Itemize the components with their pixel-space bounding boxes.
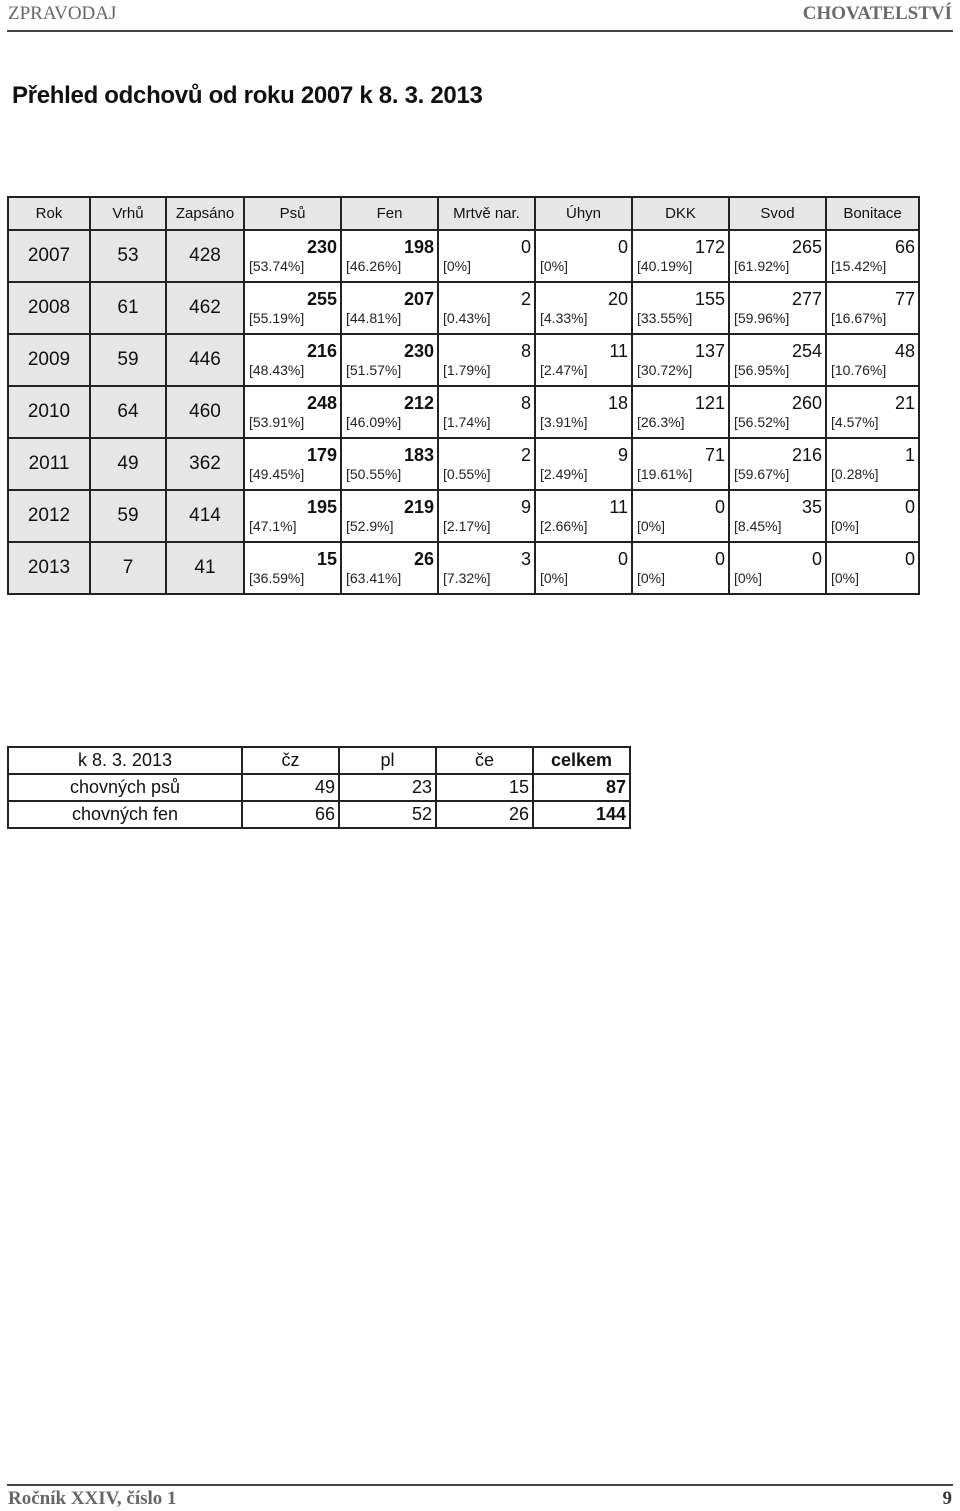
percent-cell: [0%] bbox=[826, 570, 919, 594]
value-cell: 207 bbox=[341, 282, 438, 310]
value-cell: 8 bbox=[438, 386, 535, 414]
value-cell: 254 bbox=[729, 334, 826, 362]
percent-cell: [0%] bbox=[826, 518, 919, 542]
value-cell: 66 bbox=[826, 230, 919, 258]
percent-cell: [56.52%] bbox=[729, 414, 826, 438]
value-cell: 172 bbox=[632, 230, 729, 258]
value-cell: 216 bbox=[244, 334, 341, 362]
summary-header-ce: če bbox=[436, 747, 533, 774]
value-cell: 137 bbox=[632, 334, 729, 362]
percent-cell: [10.76%] bbox=[826, 362, 919, 386]
percent-cell: [46.09%] bbox=[341, 414, 438, 438]
value-cell: 77 bbox=[826, 282, 919, 310]
value-cell: 230 bbox=[244, 230, 341, 258]
percent-cell: [33.55%] bbox=[632, 310, 729, 334]
col-header-uhyn: Úhyn bbox=[535, 197, 632, 230]
value-cell: 15 bbox=[244, 542, 341, 570]
percent-cell: [19.61%] bbox=[632, 466, 729, 490]
percent-cell: [55.19%] bbox=[244, 310, 341, 334]
percent-cell: [2.49%] bbox=[535, 466, 632, 490]
value-cell: 48 bbox=[826, 334, 919, 362]
percent-cell: [0%] bbox=[729, 570, 826, 594]
percent-cell: [0%] bbox=[632, 570, 729, 594]
table-row bbox=[8, 490, 919, 518]
summary-header-pl: pl bbox=[339, 747, 436, 774]
percent-cell: [59.96%] bbox=[729, 310, 826, 334]
value-cell: 0 bbox=[535, 542, 632, 570]
percent-cell: [0%] bbox=[535, 570, 632, 594]
value-cell: 3 bbox=[438, 542, 535, 570]
percent-cell: [16.67%] bbox=[826, 310, 919, 334]
value-cell: 0 bbox=[826, 542, 919, 570]
registered-cell: 41 bbox=[166, 542, 244, 594]
litters-cell: 61 bbox=[90, 282, 166, 334]
percent-cell: [0.43%] bbox=[438, 310, 535, 334]
summary-cell-ce: 26 bbox=[436, 801, 533, 828]
value-cell: 1 bbox=[826, 438, 919, 466]
percent-cell: [44.81%] bbox=[341, 310, 438, 334]
header-divider bbox=[7, 30, 953, 32]
year-cell: 2008 bbox=[8, 282, 90, 334]
percent-cell: [53.91%] bbox=[244, 414, 341, 438]
percent-cell: [53.74%] bbox=[244, 258, 341, 282]
header-left: ZPRAVODAJ bbox=[8, 3, 117, 24]
percent-cell: [56.95%] bbox=[729, 362, 826, 386]
breeding-overview-table bbox=[7, 196, 920, 595]
litters-cell: 59 bbox=[90, 334, 166, 386]
col-header-mrtve-nar: Mrtvě nar. bbox=[438, 197, 535, 230]
summary-header-date: k 8. 3. 2013 bbox=[8, 747, 242, 774]
summary-cell-celkem: 87 bbox=[533, 774, 630, 801]
percent-cell: [61.92%] bbox=[729, 258, 826, 282]
percent-cell: [8.45%] bbox=[729, 518, 826, 542]
value-cell: 11 bbox=[535, 490, 632, 518]
col-header-zapsano: Zapsáno bbox=[166, 197, 244, 230]
percent-cell: [1.79%] bbox=[438, 362, 535, 386]
value-cell: 2 bbox=[438, 438, 535, 466]
year-cell: 2009 bbox=[8, 334, 90, 386]
value-cell: 0 bbox=[438, 230, 535, 258]
summary-row bbox=[8, 774, 630, 801]
percent-cell: [48.43%] bbox=[244, 362, 341, 386]
header-right: CHOVATELSTVÍ bbox=[802, 3, 952, 24]
percent-cell: [0.55%] bbox=[438, 466, 535, 490]
registered-cell: 362 bbox=[166, 438, 244, 490]
value-cell: 230 bbox=[341, 334, 438, 362]
value-cell: 11 bbox=[535, 334, 632, 362]
value-cell: 71 bbox=[632, 438, 729, 466]
col-header-vrhu: Vrhů bbox=[90, 197, 166, 230]
summary-row-label: chovných psů bbox=[8, 774, 242, 801]
litters-cell: 59 bbox=[90, 490, 166, 542]
value-cell: 195 bbox=[244, 490, 341, 518]
registered-cell: 462 bbox=[166, 282, 244, 334]
value-cell: 255 bbox=[244, 282, 341, 310]
table-header-row bbox=[8, 197, 919, 230]
percent-cell: [47.1%] bbox=[244, 518, 341, 542]
value-cell: 21 bbox=[826, 386, 919, 414]
value-cell: 9 bbox=[438, 490, 535, 518]
value-cell: 2 bbox=[438, 282, 535, 310]
summary-cell-cz: 49 bbox=[242, 774, 339, 801]
table-row bbox=[8, 438, 919, 466]
value-cell: 9 bbox=[535, 438, 632, 466]
value-cell: 277 bbox=[729, 282, 826, 310]
value-cell: 260 bbox=[729, 386, 826, 414]
footer-issue: Ročník XXIV, číslo 1 bbox=[8, 1488, 177, 1509]
value-cell: 121 bbox=[632, 386, 729, 414]
col-header-bonitace: Bonitace bbox=[826, 197, 919, 230]
value-cell: 183 bbox=[341, 438, 438, 466]
percent-cell: [3.91%] bbox=[535, 414, 632, 438]
col-header-svod: Svod bbox=[729, 197, 826, 230]
summary-cell-pl: 23 bbox=[339, 774, 436, 801]
percent-cell: [63.41%] bbox=[341, 570, 438, 594]
summary-header-cz: čz bbox=[242, 747, 339, 774]
value-cell: 26 bbox=[341, 542, 438, 570]
litters-cell: 53 bbox=[90, 230, 166, 282]
value-cell: 179 bbox=[244, 438, 341, 466]
year-cell: 2007 bbox=[8, 230, 90, 282]
percent-cell: [4.57%] bbox=[826, 414, 919, 438]
col-header-psu: Psů bbox=[244, 197, 341, 230]
value-cell: 155 bbox=[632, 282, 729, 310]
percent-cell: [2.66%] bbox=[535, 518, 632, 542]
percent-cell: [50.55%] bbox=[341, 466, 438, 490]
percent-cell: [1.74%] bbox=[438, 414, 535, 438]
value-cell: 219 bbox=[341, 490, 438, 518]
value-cell: 0 bbox=[729, 542, 826, 570]
value-cell: 248 bbox=[244, 386, 341, 414]
litters-cell: 64 bbox=[90, 386, 166, 438]
page-title: Přehled odchovů od roku 2007 k 8. 3. 2013 bbox=[12, 82, 483, 109]
percent-cell: [2.47%] bbox=[535, 362, 632, 386]
registered-cell: 446 bbox=[166, 334, 244, 386]
table-row bbox=[8, 542, 919, 570]
percent-cell: [36.59%] bbox=[244, 570, 341, 594]
percent-cell: [51.57%] bbox=[341, 362, 438, 386]
year-cell: 2013 bbox=[8, 542, 90, 594]
litters-cell: 7 bbox=[90, 542, 166, 594]
value-cell: 0 bbox=[535, 230, 632, 258]
percent-cell: [0.28%] bbox=[826, 466, 919, 490]
percent-cell: [2.17%] bbox=[438, 518, 535, 542]
value-cell: 265 bbox=[729, 230, 826, 258]
percent-cell: [15.42%] bbox=[826, 258, 919, 282]
summary-header-celkem: celkem bbox=[533, 747, 630, 774]
litters-cell: 49 bbox=[90, 438, 166, 490]
registered-cell: 414 bbox=[166, 490, 244, 542]
value-cell: 216 bbox=[729, 438, 826, 466]
breeding-stock-summary-table bbox=[7, 746, 631, 829]
year-cell: 2012 bbox=[8, 490, 90, 542]
table-row bbox=[8, 386, 919, 414]
percent-cell: [0%] bbox=[632, 518, 729, 542]
table-row bbox=[8, 282, 919, 310]
value-cell: 20 bbox=[535, 282, 632, 310]
value-cell: 0 bbox=[632, 542, 729, 570]
percent-cell: [4.33%] bbox=[535, 310, 632, 334]
year-cell: 2010 bbox=[8, 386, 90, 438]
value-cell: 18 bbox=[535, 386, 632, 414]
registered-cell: 428 bbox=[166, 230, 244, 282]
table-body bbox=[8, 230, 919, 594]
percent-cell: [46.26%] bbox=[341, 258, 438, 282]
footer-divider bbox=[7, 1484, 953, 1486]
registered-cell: 460 bbox=[166, 386, 244, 438]
value-cell: 198 bbox=[341, 230, 438, 258]
percent-cell: [52.9%] bbox=[341, 518, 438, 542]
value-cell: 0 bbox=[632, 490, 729, 518]
col-header-rok: Rok bbox=[8, 197, 90, 230]
percent-cell: [49.45%] bbox=[244, 466, 341, 490]
page-number: 9 bbox=[942, 1488, 952, 1509]
percent-cell: [0%] bbox=[438, 258, 535, 282]
percent-cell: [59.67%] bbox=[729, 466, 826, 490]
value-cell: 8 bbox=[438, 334, 535, 362]
summary-cell-ce: 15 bbox=[436, 774, 533, 801]
percent-cell: [0%] bbox=[535, 258, 632, 282]
summary-cell-cz: 66 bbox=[242, 801, 339, 828]
year-cell: 2011 bbox=[8, 438, 90, 490]
percent-cell: [30.72%] bbox=[632, 362, 729, 386]
summary-row bbox=[8, 801, 630, 828]
summary-cell-pl: 52 bbox=[339, 801, 436, 828]
summary-row-label: chovných fen bbox=[8, 801, 242, 828]
value-cell: 212 bbox=[341, 386, 438, 414]
summary-cell-celkem: 144 bbox=[533, 801, 630, 828]
percent-cell: [40.19%] bbox=[632, 258, 729, 282]
value-cell: 0 bbox=[826, 490, 919, 518]
table-row bbox=[8, 230, 919, 258]
col-header-fen: Fen bbox=[341, 197, 438, 230]
value-cell: 35 bbox=[729, 490, 826, 518]
summary-header-row bbox=[8, 747, 630, 774]
col-header-dkk: DKK bbox=[632, 197, 729, 230]
table-row bbox=[8, 334, 919, 362]
percent-cell: [26.3%] bbox=[632, 414, 729, 438]
percent-cell: [7.32%] bbox=[438, 570, 535, 594]
